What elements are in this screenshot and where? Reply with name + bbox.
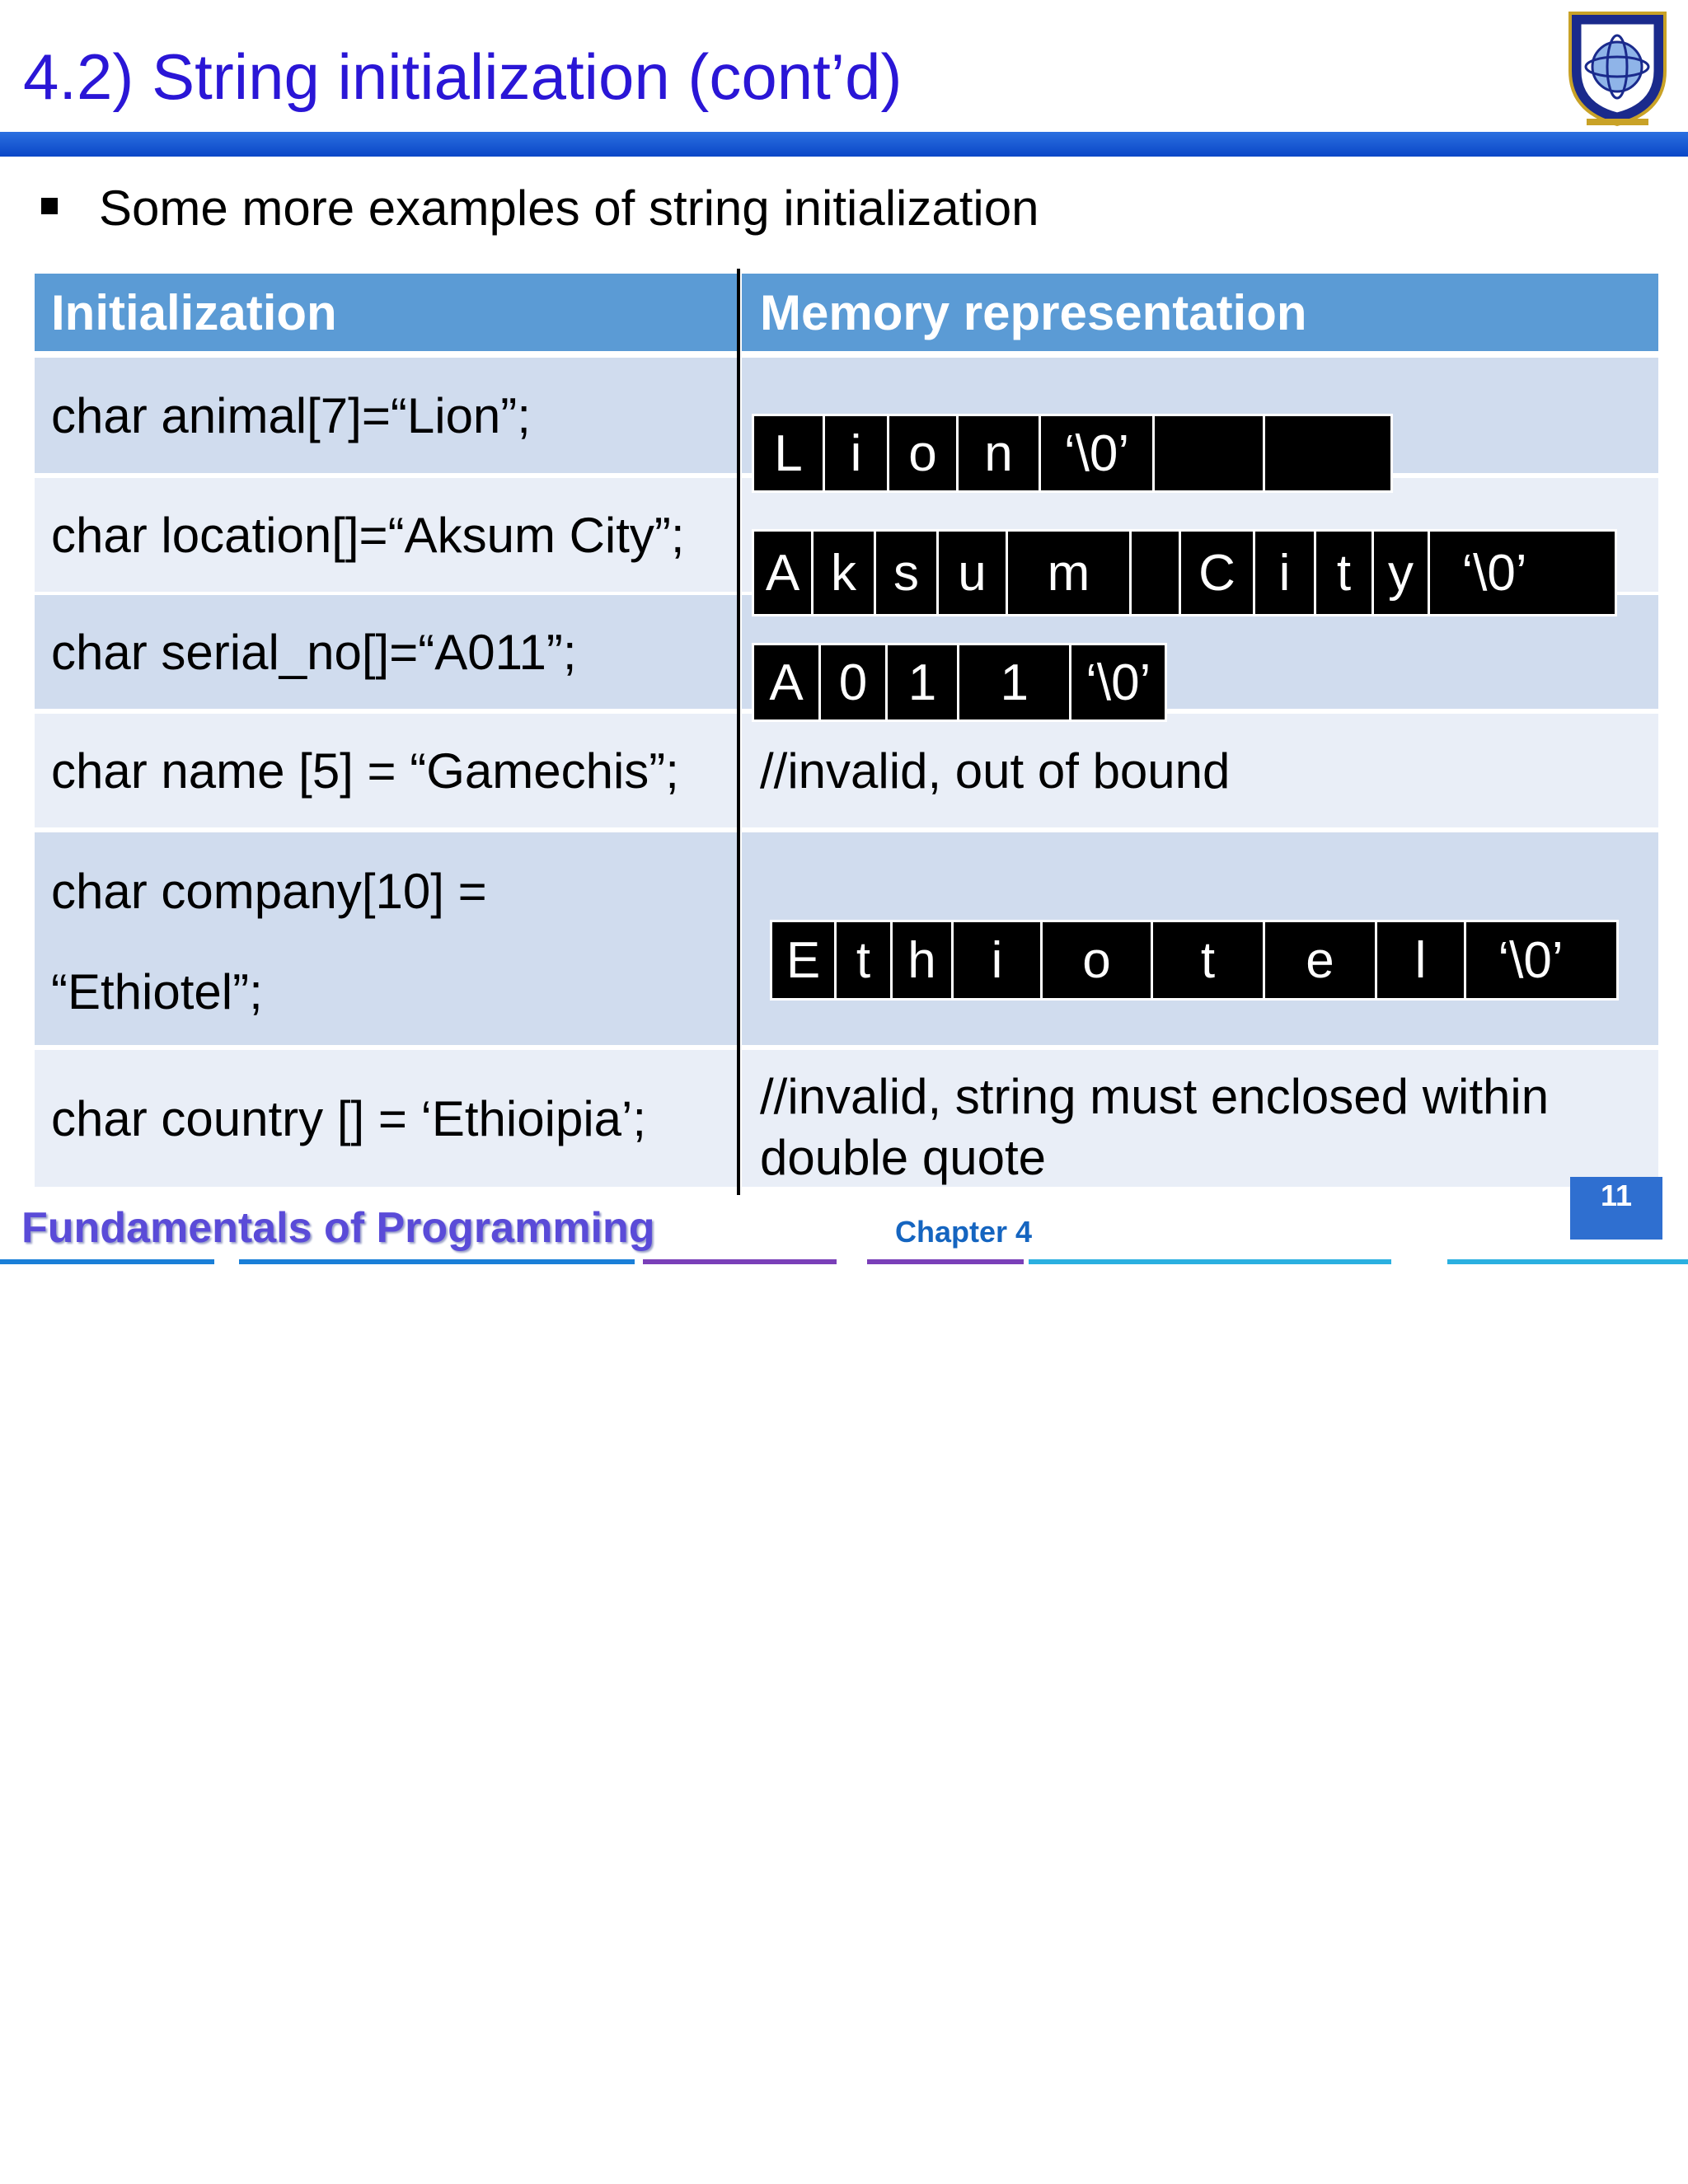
memory-char-cell: s <box>876 532 939 614</box>
memory-char-cell: l <box>1377 922 1466 998</box>
row-name-note: //invalid, out of bound <box>742 714 1658 827</box>
memory-char-cell: A <box>754 645 821 719</box>
memory-char-cell: L <box>754 416 825 490</box>
memory-char-cell: i <box>1255 532 1316 614</box>
row-company-init-line2: “Ethiotel”; <box>51 964 263 1019</box>
header-memory-representation: Memory representation <box>742 274 1658 351</box>
memory-char-cell: i <box>954 922 1043 998</box>
memory-char-cell: t <box>1153 922 1265 998</box>
row-country-note-line2: double quote <box>760 1130 1046 1185</box>
row-company-init-line1: char company[10] = <box>51 864 487 919</box>
title-underline-bar <box>0 132 1688 157</box>
row-country-init: char country [] = ‘Ethioipia’; <box>35 1050 737 1187</box>
memory-char-cell: o <box>889 416 959 490</box>
memory-char-cell: ‘\0’ <box>1041 416 1155 490</box>
footer-line <box>1447 1259 1688 1264</box>
footer-line <box>867 1259 1024 1264</box>
memory-char-cell: n <box>959 416 1041 490</box>
memory-char-cell: ‘\0’ <box>1085 654 1151 711</box>
memory-char-cell: t <box>837 922 893 998</box>
memory-strip-serial <box>752 643 1167 722</box>
row-country-note-cell <box>742 1050 1658 1187</box>
footer-chapter: Chapter 4 <box>895 1215 1033 1249</box>
memory-char-cell: ‘\0’ <box>1461 544 1527 602</box>
row-location-init: char location[]=“Aksum City”; <box>35 478 737 592</box>
memory-char-cell <box>1155 416 1265 490</box>
memory-char-cell: y <box>1374 532 1430 614</box>
memory-char-cell: A <box>754 532 814 614</box>
memory-char-cell: 1 <box>959 645 1071 719</box>
memory-char-cell: o <box>1043 922 1153 998</box>
memory-char-cell: t <box>1316 532 1374 614</box>
footer-line <box>0 1259 214 1264</box>
memory-char-cell: E <box>772 922 837 998</box>
row-country-note-line1: //invalid, string must enclosed within <box>760 1069 1550 1124</box>
memory-char-cell: k <box>814 532 876 614</box>
slide-title: 4.2) String initialization (cont’d) <box>23 40 903 113</box>
row-serial-init: char serial_no[]=“A011”; <box>35 595 737 709</box>
row-company-init-cell <box>35 832 737 1045</box>
memory-char-cell: m <box>1008 532 1132 614</box>
bullet-text: Some more examples of string initialization <box>99 180 1039 236</box>
memory-char-cell <box>1132 532 1181 614</box>
bullet-square-icon <box>41 198 58 214</box>
memory-char-cell: e <box>1265 922 1377 998</box>
memory-char-cell: 1 <box>888 645 959 719</box>
memory-char-cell: u <box>939 532 1008 614</box>
memory-strip-lion <box>752 414 1393 493</box>
memory-char-cell: ‘\0’ <box>1498 931 1564 989</box>
row-name-init: char name [5] = “Gamechis”; <box>35 714 737 827</box>
page-number-badge: 11 <box>1570 1177 1662 1240</box>
memory-char-cell: 0 <box>821 645 888 719</box>
memory-char-cell <box>1265 416 1377 490</box>
memory-char-cell: i <box>825 416 889 490</box>
memory-char-cell: h <box>893 922 954 998</box>
university-logo-icon <box>1562 5 1673 129</box>
row-animal-init: char animal[7]=“Lion”; <box>35 358 737 473</box>
column-divider <box>737 269 740 1195</box>
footer-line <box>643 1259 837 1264</box>
header-initialization: Initialization <box>35 274 737 351</box>
memory-strip-ethiotel <box>770 920 1619 1001</box>
footer-course-title: Fundamentals of Programming <box>21 1204 655 1252</box>
footer-line <box>1029 1259 1391 1264</box>
memory-char-cell: C <box>1181 532 1255 614</box>
footer-line <box>239 1259 635 1264</box>
memory-strip-aksum-city <box>752 529 1617 616</box>
